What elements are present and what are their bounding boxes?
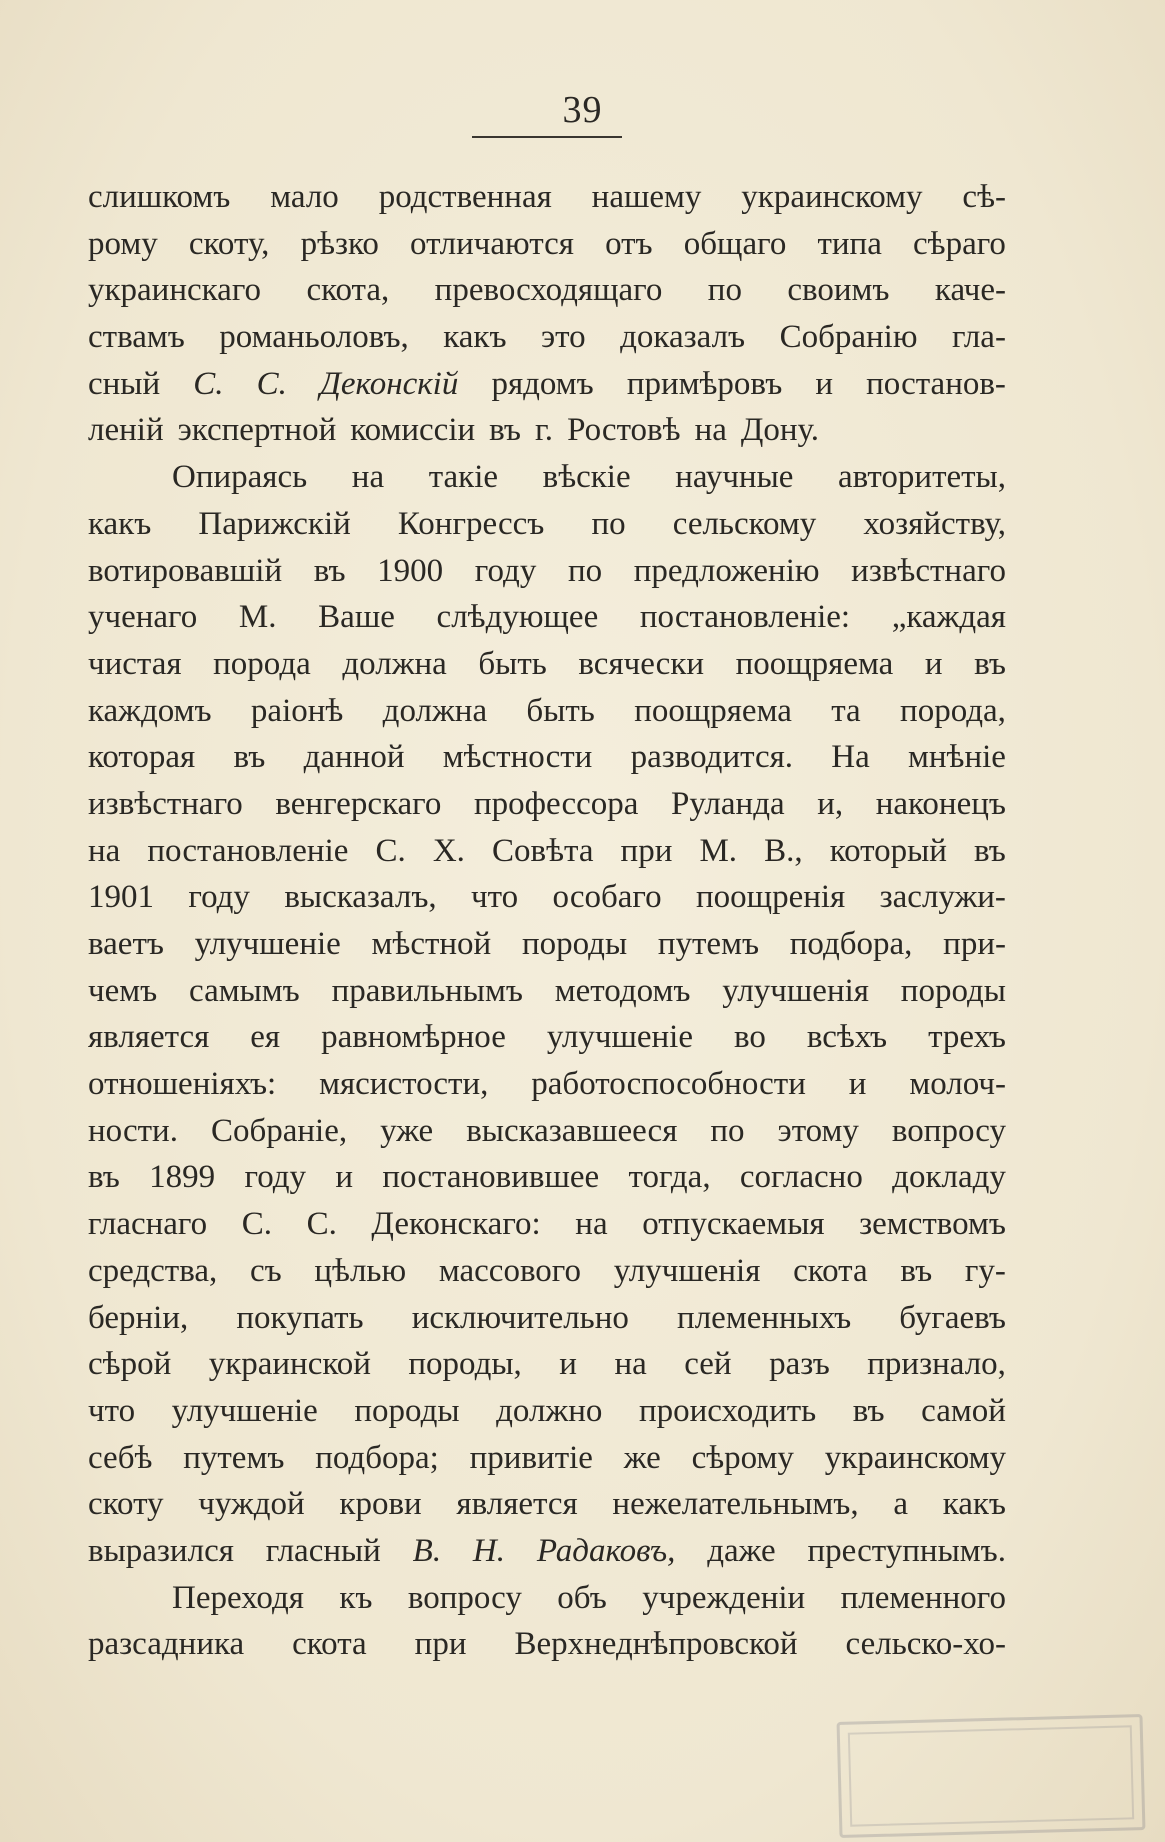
text-line xyxy=(88,1388,1006,1435)
word: романьоловъ, xyxy=(219,319,409,356)
word: поощряема xyxy=(735,645,894,682)
word: 1900 xyxy=(377,552,444,589)
word: на xyxy=(575,1206,608,1243)
word: даже xyxy=(707,1532,776,1569)
word: себѣ xyxy=(88,1439,153,1476)
word: работоспособности xyxy=(531,1066,806,1103)
word: методомъ xyxy=(554,972,691,1009)
text-line xyxy=(88,1481,1006,1528)
word: породы xyxy=(521,926,628,962)
word: наконецъ xyxy=(875,785,1006,822)
word: сѣраго xyxy=(913,225,1006,262)
word: рому xyxy=(88,225,158,262)
word: быть xyxy=(526,692,595,729)
word: скота xyxy=(793,1252,868,1289)
word: мѣстной xyxy=(371,926,492,962)
word: по xyxy=(707,272,742,309)
word: происходить xyxy=(638,1392,817,1429)
word: слишкомъ xyxy=(88,179,231,215)
word: берніи, xyxy=(88,1299,189,1336)
text-line xyxy=(88,781,1006,828)
word: такіе xyxy=(428,459,499,496)
word: авторитеты, xyxy=(838,459,1006,496)
word: извѣстнаго xyxy=(88,785,243,822)
word: высказалъ, xyxy=(284,879,437,916)
text-line xyxy=(88,1201,1006,1248)
word: равномѣрное xyxy=(321,1019,506,1056)
word: М. xyxy=(699,832,738,869)
word: трехъ xyxy=(928,1019,1006,1056)
word: слѣдующее xyxy=(436,599,599,636)
word: всячески xyxy=(578,645,705,682)
word: подбора; xyxy=(315,1439,439,1476)
word: комиссіи xyxy=(350,412,476,449)
word: 1899 xyxy=(149,1159,216,1196)
word: въ xyxy=(88,1159,120,1196)
word: чемъ xyxy=(88,972,158,1009)
text-line xyxy=(88,874,1006,921)
word: вотировавшій xyxy=(88,552,283,589)
word: ваетъ xyxy=(88,926,164,962)
word: и xyxy=(559,1346,577,1383)
word: экспертной xyxy=(177,412,337,449)
word: привитіе xyxy=(469,1439,593,1476)
word: разсадника xyxy=(88,1626,245,1663)
word: Н. xyxy=(472,1532,506,1569)
word: сный xyxy=(88,365,161,402)
word: выразился xyxy=(88,1532,234,1569)
word: гласнаго xyxy=(88,1206,208,1243)
word: г. xyxy=(534,412,554,449)
word: Собраніе, xyxy=(210,1112,348,1149)
word: должна xyxy=(342,645,447,682)
word: На xyxy=(831,739,870,776)
word: во xyxy=(733,1019,766,1056)
word: „каждая xyxy=(891,599,1006,636)
word: преступнымъ. xyxy=(807,1532,1006,1569)
word: самымъ xyxy=(189,972,300,1009)
word: путемъ xyxy=(657,926,760,962)
word: быть xyxy=(478,645,547,682)
word: своимъ xyxy=(787,272,890,309)
word: же xyxy=(623,1439,661,1476)
word: отпускаемыя xyxy=(642,1206,825,1243)
text-line xyxy=(88,314,1006,361)
page-number: 39 xyxy=(562,89,603,131)
word: предложенію xyxy=(633,552,820,589)
word: каче- xyxy=(934,272,1006,309)
word: улучшенія xyxy=(613,1252,761,1289)
word: улучшеніе xyxy=(194,926,341,962)
word: Конгрессъ xyxy=(397,505,545,542)
word: отличаются xyxy=(410,225,574,262)
word: ея xyxy=(250,1019,281,1056)
word: скоту, xyxy=(188,225,270,262)
word: исключительно xyxy=(411,1299,629,1336)
word: улучшеніе xyxy=(171,1392,318,1429)
word: Переходя xyxy=(172,1579,304,1616)
word: М. xyxy=(238,599,277,636)
word: сельско-хо- xyxy=(845,1626,1006,1663)
word: каждомъ xyxy=(88,692,212,729)
word: скота xyxy=(292,1626,367,1663)
word: леній xyxy=(88,412,164,449)
word: 1901 xyxy=(88,879,154,916)
text-line xyxy=(88,361,1006,408)
word: уже xyxy=(380,1112,434,1149)
word: та xyxy=(831,692,861,729)
word: крови xyxy=(339,1486,422,1523)
word: а xyxy=(893,1486,908,1523)
word: В., xyxy=(764,832,803,869)
word: по xyxy=(710,1112,745,1149)
word: къ xyxy=(339,1579,373,1616)
word: и xyxy=(848,1066,867,1103)
word: породы xyxy=(900,972,1006,1009)
word: разъ xyxy=(769,1346,830,1383)
text-line xyxy=(88,594,1006,641)
word: примѣровъ xyxy=(626,365,783,402)
word: признало, xyxy=(867,1346,1006,1383)
word: Х. xyxy=(432,832,465,869)
word: поощряема xyxy=(634,692,792,729)
word: въ xyxy=(233,739,266,776)
word: гу- xyxy=(964,1252,1006,1289)
word: сѣрой xyxy=(88,1346,172,1383)
word: какъ xyxy=(88,505,152,542)
word: украинскому xyxy=(741,179,923,215)
word: гла- xyxy=(951,319,1006,356)
word: Опираясь xyxy=(172,459,308,496)
word: ности. xyxy=(88,1112,178,1149)
word: который xyxy=(829,832,947,869)
word: разводится. xyxy=(630,739,794,776)
word: ствамъ xyxy=(88,319,185,356)
word: мало xyxy=(270,179,339,215)
word: рядомъ xyxy=(491,365,594,402)
word: самой xyxy=(921,1392,1006,1429)
word: при- xyxy=(943,926,1006,962)
word: сей xyxy=(684,1346,732,1383)
word: заслужи- xyxy=(879,879,1006,916)
text-line xyxy=(88,1621,1006,1668)
word: въ xyxy=(974,645,1006,682)
text-line xyxy=(88,267,1006,314)
word: украинскому xyxy=(824,1439,1006,1476)
word: средства, xyxy=(88,1252,218,1289)
word: учрежденіи xyxy=(642,1579,806,1616)
word: вопросу xyxy=(891,1112,1006,1149)
word: С. xyxy=(193,365,224,402)
word: на xyxy=(88,832,121,869)
text-line xyxy=(88,688,1006,735)
word: особаго xyxy=(552,879,662,916)
word: племенного xyxy=(840,1579,1006,1616)
word: скоту xyxy=(88,1486,164,1523)
text-line xyxy=(88,734,1006,781)
word: правильнымъ xyxy=(331,972,523,1009)
body-text xyxy=(88,174,1006,1668)
word: на xyxy=(614,1346,647,1383)
word: Совѣта xyxy=(491,832,594,869)
word: и xyxy=(335,1159,354,1196)
word: Руланда xyxy=(671,785,785,822)
word: покупать xyxy=(236,1299,364,1336)
word: при xyxy=(620,832,673,869)
word: сѣ- xyxy=(962,179,1006,215)
word: гласный xyxy=(265,1532,381,1569)
word: при xyxy=(414,1626,467,1663)
word: Собранію xyxy=(779,319,918,356)
word: въ xyxy=(313,552,346,589)
text-line xyxy=(88,407,1006,454)
word: по xyxy=(591,505,626,542)
word: С. xyxy=(375,832,406,869)
word: должно xyxy=(496,1392,603,1429)
word: хозяйству, xyxy=(863,505,1006,542)
word: на xyxy=(351,459,385,496)
word: году xyxy=(188,879,250,916)
word: ученаго xyxy=(88,599,198,636)
word: и, xyxy=(817,785,844,822)
word: улучшеніе xyxy=(546,1019,693,1056)
text-line xyxy=(88,1341,1006,1388)
text-line xyxy=(88,1248,1006,1295)
word: въ xyxy=(900,1252,933,1289)
text-line xyxy=(88,1295,1006,1342)
word: тогда, xyxy=(628,1159,711,1196)
word: по xyxy=(567,552,603,589)
word: украинскаго xyxy=(88,272,262,309)
word: которая xyxy=(88,739,196,776)
word: Деконскій xyxy=(319,365,459,402)
text-line xyxy=(88,501,1006,548)
word: на xyxy=(694,412,727,449)
word: отношеніяхъ: xyxy=(88,1066,277,1103)
word: Верхнеднѣпровской xyxy=(514,1626,798,1663)
word: должна xyxy=(382,692,488,729)
word: нашему xyxy=(591,179,702,215)
text-line xyxy=(88,1528,1006,1575)
word: объ xyxy=(557,1579,607,1616)
word: улучшенія xyxy=(722,972,869,1009)
word: порода xyxy=(213,645,311,682)
word: рѣзко xyxy=(300,225,379,262)
word: подбора, xyxy=(789,926,913,962)
text-line xyxy=(88,548,1006,595)
word: породы xyxy=(354,1392,460,1429)
word: въ xyxy=(974,832,1006,869)
word: постановившее xyxy=(382,1159,600,1196)
word: общаго xyxy=(683,225,787,262)
text-line xyxy=(88,1575,1006,1622)
text-line xyxy=(88,828,1006,875)
word: С. xyxy=(256,365,287,402)
word: мѣстности xyxy=(442,739,593,776)
text-line xyxy=(88,221,1006,268)
word: бугаевъ xyxy=(899,1299,1006,1336)
word: постановленіе xyxy=(147,832,349,869)
header-rule xyxy=(472,136,622,138)
word: высказавшееся xyxy=(466,1112,678,1149)
word: украинской xyxy=(208,1346,371,1383)
text-line xyxy=(88,1435,1006,1482)
word: въ xyxy=(852,1392,885,1429)
word: скота, xyxy=(306,272,390,309)
word: постанов- xyxy=(866,365,1006,402)
word: данной xyxy=(303,739,405,776)
word: мнѣніе xyxy=(908,739,1006,776)
word: году xyxy=(474,552,537,589)
text-line xyxy=(88,641,1006,688)
word: породы, xyxy=(408,1346,522,1383)
word: Дону. xyxy=(740,412,819,449)
word: массового xyxy=(438,1252,582,1289)
word: вѣскіе xyxy=(542,459,631,496)
word: является xyxy=(456,1486,578,1523)
word: и xyxy=(924,645,943,682)
word: сѣрому xyxy=(691,1439,794,1476)
text-line xyxy=(88,454,1006,501)
word: въ xyxy=(489,412,521,449)
word: С. xyxy=(241,1206,272,1243)
word: порода, xyxy=(900,692,1006,729)
word: извѣстнаго xyxy=(851,552,1006,589)
word: Деконскаго: xyxy=(371,1206,541,1243)
word: путемъ xyxy=(183,1439,285,1476)
word: какъ xyxy=(942,1486,1006,1523)
word: это xyxy=(541,319,586,356)
word: вопросу xyxy=(407,1579,522,1616)
word: Ваше xyxy=(318,599,395,636)
word: постановленіе: xyxy=(639,599,851,636)
word: нежелательнымъ, xyxy=(612,1486,859,1523)
word: согласно xyxy=(739,1159,863,1196)
word: и xyxy=(815,365,834,402)
word: В. xyxy=(412,1532,442,1569)
word: цѣлью xyxy=(314,1252,407,1289)
text-line xyxy=(88,968,1006,1015)
word: Парижскій xyxy=(198,505,351,542)
word: типа xyxy=(817,225,882,262)
word: поощренія xyxy=(696,879,846,916)
word: году xyxy=(244,1159,307,1196)
word: земствомъ xyxy=(859,1206,1006,1243)
word: С. xyxy=(306,1206,337,1243)
word: сельскому xyxy=(672,505,817,542)
word: всѣхъ xyxy=(806,1019,888,1056)
word: племенныхъ xyxy=(677,1299,852,1336)
text-line xyxy=(88,174,1006,221)
text-line xyxy=(88,1154,1006,1201)
word: молоч- xyxy=(909,1066,1006,1103)
word: чистая xyxy=(88,645,182,682)
word: научные xyxy=(675,459,794,496)
word: доказалъ xyxy=(620,319,746,356)
word: отъ xyxy=(605,225,653,262)
word: Ростовѣ xyxy=(567,412,681,449)
word: этому xyxy=(777,1112,859,1149)
word: превосходящаго xyxy=(434,272,663,309)
text-line xyxy=(88,1014,1006,1061)
word: раіонѣ xyxy=(250,692,344,729)
word: что xyxy=(471,879,519,916)
word: докладу xyxy=(892,1159,1006,1196)
word: является xyxy=(88,1019,210,1056)
word: что xyxy=(88,1392,136,1429)
word: мясистости, xyxy=(319,1066,489,1103)
text-line xyxy=(88,921,1006,968)
word: венгерскаго xyxy=(275,785,442,822)
word: чуждой xyxy=(198,1486,305,1523)
word: какъ xyxy=(443,319,507,356)
text-line xyxy=(88,1061,1006,1108)
word: Радаковъ, xyxy=(536,1532,676,1569)
word: профессора xyxy=(473,785,639,822)
word: родственная xyxy=(378,179,552,215)
text-line xyxy=(88,1108,1006,1155)
library-stamp xyxy=(837,1714,1146,1838)
word: съ xyxy=(249,1252,282,1289)
